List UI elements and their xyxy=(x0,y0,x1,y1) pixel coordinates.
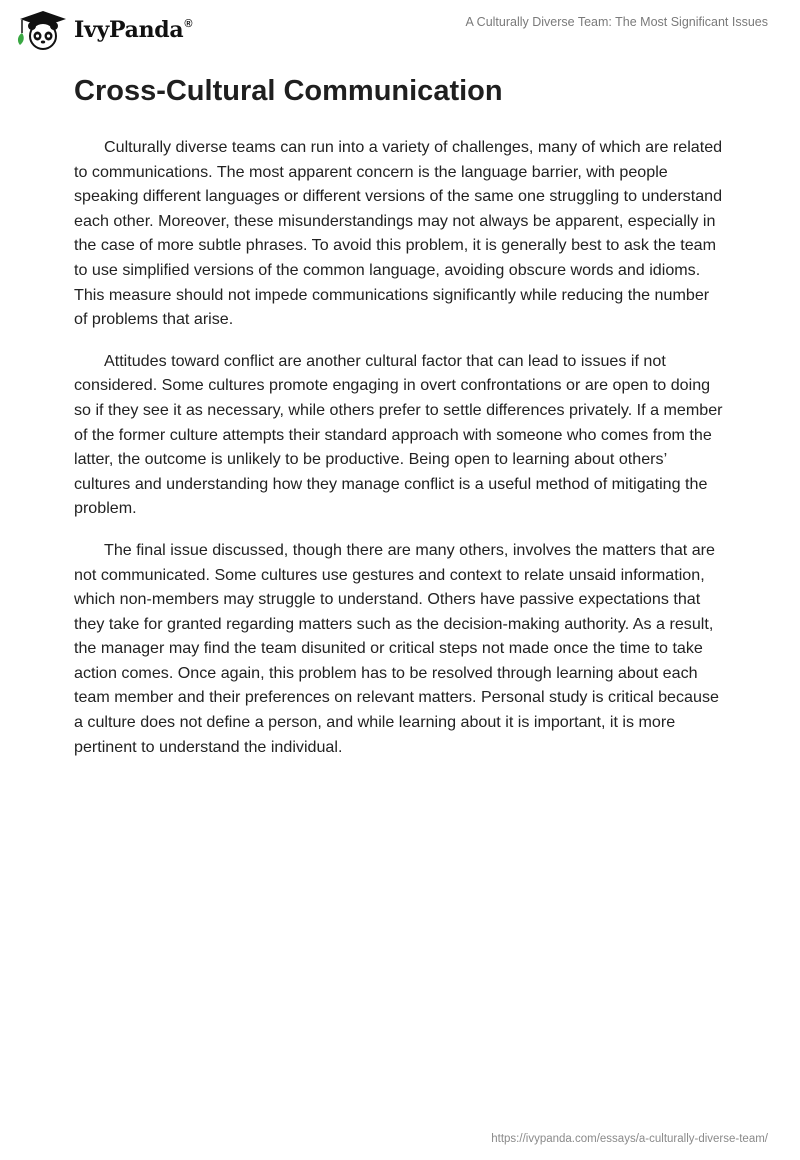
document-title: A Culturally Diverse Team: The Most Significant Issues xyxy=(465,15,768,29)
page-header xyxy=(0,0,800,60)
source-url-link[interactable]: https://ivypanda.com/essays/a-culturally-diverse-team/ xyxy=(491,1133,768,1145)
paragraph-3: The final issue discussed, though there are many others, involves the matters that are not communicated. Some cultures use gestures and context to relate unsaid information, which non-members may struggle to understand. Others have passive expectations that they take for granted regarding matters such as the decision-making authority. As a result, the manager may find the team disunited or critical steps not made once the time to take action comes. Once again, this problem has to be resolved through learning about each team member and their preferences on relevant matters. Personal study is critical because a culture does not define a person, and while learning about it is important, it is more pertinent to understand the individual. xyxy=(74,540,719,756)
paragraph-1: Culturally diverse teams can run into a variety of challenges, many of which are related to communications. The most apparent concern is the language barrier, with people speaking different languages or different versions of the same one struggling to understand each other. Moreover, these misunderstandings may not always be apparent, especially in the case of more subtle phrases. To avoid this problem, it is generally best to ask the team to use simplified versions of the common language, avoiding obscure words and idioms. This measure should not impede communications significantly while reducing the number of problems that arise. xyxy=(74,138,723,329)
logo-wordmark xyxy=(74,17,192,43)
registered-mark: ® xyxy=(184,17,193,30)
section-heading: Cross-Cultural Communication xyxy=(74,75,503,107)
paragraph-2: Attitudes toward conflict are another cultural factor that can lead to issues if not considered. Some cultures promote engaging in overt confrontations or are open to doing so if they see it as necessary, while others prefer to settle differences privately. If a member of the former culture attempts their standard approach with someone who comes from the latter, the outcome is unlikely to be productive. Being open to learning about others’ cultures and understanding how they manage conflict is a useful method of mitigating the problem. xyxy=(74,351,723,518)
panda-graduate-icon xyxy=(14,9,70,51)
ivypanda-logo[interactable] xyxy=(14,9,192,51)
logo-text: IvyPanda xyxy=(74,17,184,43)
article-content xyxy=(74,72,724,776)
